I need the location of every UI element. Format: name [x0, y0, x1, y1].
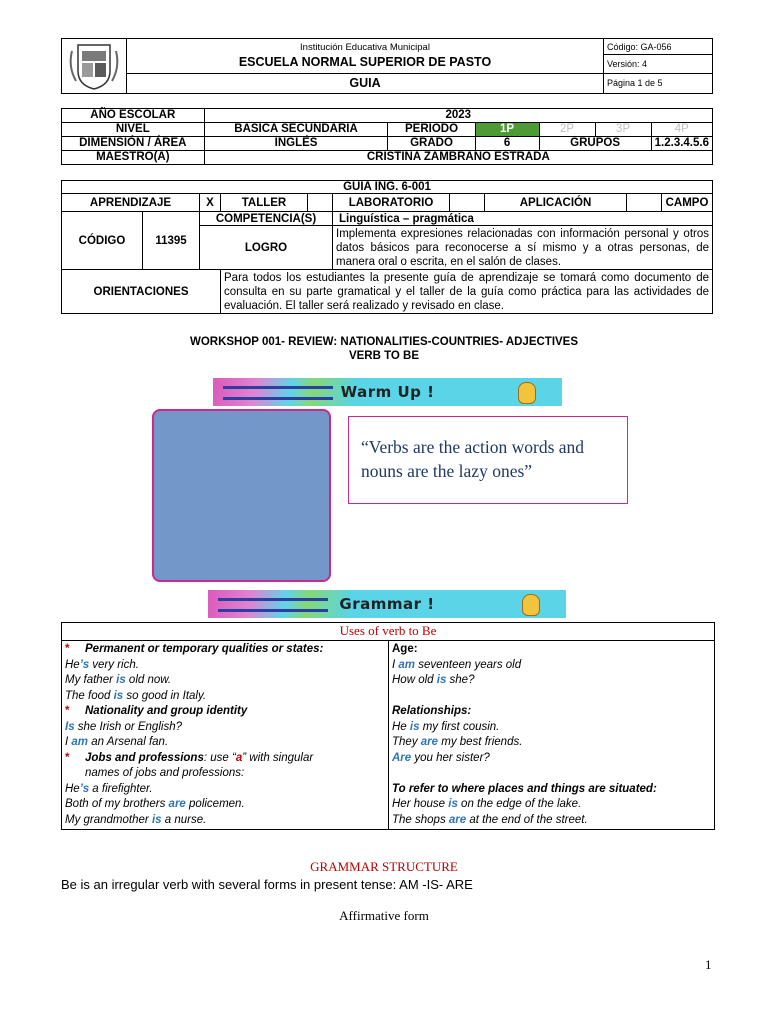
codigo-label: CÓDIGO [62, 212, 143, 270]
be-description: Be is an irregular verb with several forms in present tense: AM -IS- ARE [61, 877, 473, 892]
school-logo [62, 39, 127, 94]
codigo-value: 11395 [143, 212, 200, 270]
doc-type: GUIA [127, 73, 604, 93]
verb-highlight: ’s [79, 782, 90, 795]
example-sentence: My grandmother is a nurse. [65, 813, 207, 826]
aprendizaje-label: APRENDIZAJE [62, 194, 200, 212]
period-3p: 3P [595, 123, 651, 137]
teacher-name: CRISTINA ZAMBRANO ESTRADA [204, 151, 712, 165]
aprendizaje-mark: X [200, 194, 221, 212]
campo-label: CAMPO [662, 194, 713, 212]
uses-right-heading-1: Age: [392, 643, 418, 655]
dimension-value: INGLÉS [204, 137, 388, 151]
warmup-banner [213, 378, 562, 406]
grammar-title: Grammar ! [339, 595, 435, 613]
period-1p: 1P [475, 123, 539, 137]
groups-label: GRUPOS [539, 137, 651, 151]
example-sentence: He’s very rich. [65, 658, 139, 671]
uses-right-examples-1 [392, 658, 711, 689]
warmup-title: Warm Up ! [340, 383, 435, 401]
grammar-structure-heading: GRAMMAR STRUCTURE [310, 859, 458, 874]
doc-code: Código: GA-056 [604, 39, 713, 55]
logro-text: Implementa expresiones relacionadas con información personal y otros datos básicos para reconocerse a sí mismo y a otras personas, de manera oral o escrita, en el salón de clases. [333, 226, 713, 270]
uses-table [61, 622, 715, 830]
verb-highlight: are [168, 798, 186, 810]
uses-title: Uses of verb to Be [62, 623, 715, 641]
uses-left-heading-3: Jobs and professions [85, 751, 204, 764]
verb-highlight: am [71, 736, 89, 748]
competencia-label: COMPETENCIA(S) [200, 212, 333, 226]
uses-right-column [389, 641, 715, 830]
level-label: NIVEL [62, 123, 205, 137]
example-sentence: Is she Irish or English? [65, 720, 182, 733]
page-number: 1 [705, 957, 712, 972]
uses-right-examples-2 [392, 720, 711, 767]
dimension-label: DIMENSIÓN / ÁREA [62, 137, 205, 151]
verb-highlight: is [116, 674, 126, 686]
period-4p: 4P [651, 123, 712, 137]
workshop-subtitle: VERB TO BE [348, 350, 420, 362]
example-sentence: Both of my brothers are policemen. [65, 798, 245, 810]
info-table [61, 108, 713, 165]
grade-value: 6 [475, 137, 539, 151]
uses-left-examples-2 [65, 720, 385, 751]
verb-highlight: is [436, 674, 447, 686]
example-sentence: The shops are at the end of the street. [392, 813, 588, 826]
level-value: BASICA SECUNDARIA [204, 123, 388, 137]
verb-highlight: am [398, 658, 416, 671]
orientaciones-text: Para todos los estudiantes la presente guía de aprendizaje se tomará como documento de consulta en su parte gramatical y el taller de la guía como práctica para las actividades de evaluación. El taller será realizado y revisado en clase. [221, 270, 713, 314]
example-sentence: I am seventeen years old [392, 658, 522, 671]
guide-title: GUIA ING. 6-001 [62, 181, 713, 194]
uses-left-heading-1: Permanent or temporary qualities or states: [85, 643, 324, 655]
example-sentence: I am an Arsenal fan. [65, 736, 169, 748]
uses-left-examples-3 [65, 782, 385, 829]
example-sentence: Her house is on the edge of the lake. [392, 798, 582, 810]
aplicacion-label: APLICACIÓN [485, 194, 627, 212]
doc-page: Página 1 de 5 [604, 73, 713, 93]
period-label: PERIODO [388, 123, 475, 137]
uses-left-heading-2: Nationality and group identity [85, 705, 248, 717]
example-sentence: The food is so good in Italy. [65, 689, 207, 702]
doc-version: Versión: 4 [604, 55, 713, 73]
verb-highlight: Are [392, 751, 412, 764]
grammar-banner [208, 590, 566, 618]
image-placeholder [152, 409, 331, 582]
verb-highlight: are [448, 813, 467, 826]
groups-value: 1.2.3.4.5.6 [651, 137, 712, 151]
laboratorio-label: LABORATORIO [333, 194, 450, 212]
school-name: ESCUELA NORMAL SUPERIOR DE PASTO [127, 55, 604, 73]
workshop-title: WORKSHOP 001- REVIEW: NATIONALITIES-COUNTRIES- ADJECTIVES [189, 336, 579, 348]
example-sentence: They are my best friends. [392, 736, 523, 748]
example-sentence: Are you her sister? [392, 751, 490, 764]
verb-highlight: is [113, 689, 124, 702]
competencia-value: Linguística – pragmática [333, 212, 713, 226]
verb-highlight: Is [65, 720, 75, 733]
taller-box [308, 194, 333, 212]
pencil-mascot-icon [522, 594, 540, 616]
teacher-label: MAESTRO(A) [62, 151, 205, 165]
taller-label: TALLER [221, 194, 308, 212]
aplicacion-box [627, 194, 662, 212]
logro-label: LOGRO [200, 226, 333, 270]
guide-table [61, 180, 713, 314]
verb-highlight: is [448, 798, 458, 810]
verb-highlight: is [409, 720, 420, 733]
institution-name: Institución Educativa Municipal [127, 39, 604, 55]
uses-left-column: * Permanent or temporary qualities or states: He’s very rich. My father is old now. The food is so good in Italy. * Nationality and group identity Is she Irish or English? I am an Arsenal fan. * Jobs and professions: use “a” with singular names of jobs and professions: He’s a firefighter. Both of my brothers are policemen. My grandmother is a nurse. [62, 641, 389, 830]
grade-label: GRADO [388, 137, 475, 151]
quote-box: “Verbs are the action words and nouns are the lazy ones” [348, 416, 628, 504]
example-sentence: My father is old now. [65, 674, 172, 686]
verb-highlight: ’s [79, 658, 90, 671]
orientaciones-label: ORIENTACIONES [62, 270, 221, 314]
affirmative-heading: Affirmative form [339, 908, 429, 923]
verb-highlight: are [420, 736, 439, 748]
uses-right-examples-3 [392, 797, 711, 828]
laboratorio-box [450, 194, 485, 212]
example-sentence: He is my first cousin. [392, 720, 500, 733]
period-2p: 2P [539, 123, 595, 137]
uses-right-heading-2: Relationships: [392, 705, 472, 717]
uses-left-examples-1 [65, 658, 385, 705]
uses-right-heading-3: To refer to where places and things are situated: [392, 782, 657, 795]
example-sentence: He’s a firefighter. [65, 782, 153, 795]
example-sentence: How old is she? [392, 674, 475, 686]
pencil-mascot-icon [518, 382, 536, 404]
document-header [61, 38, 713, 94]
verb-highlight: is [151, 813, 162, 826]
year-label: AÑO ESCOLAR [62, 109, 205, 123]
school-year: 2023 [204, 109, 712, 123]
